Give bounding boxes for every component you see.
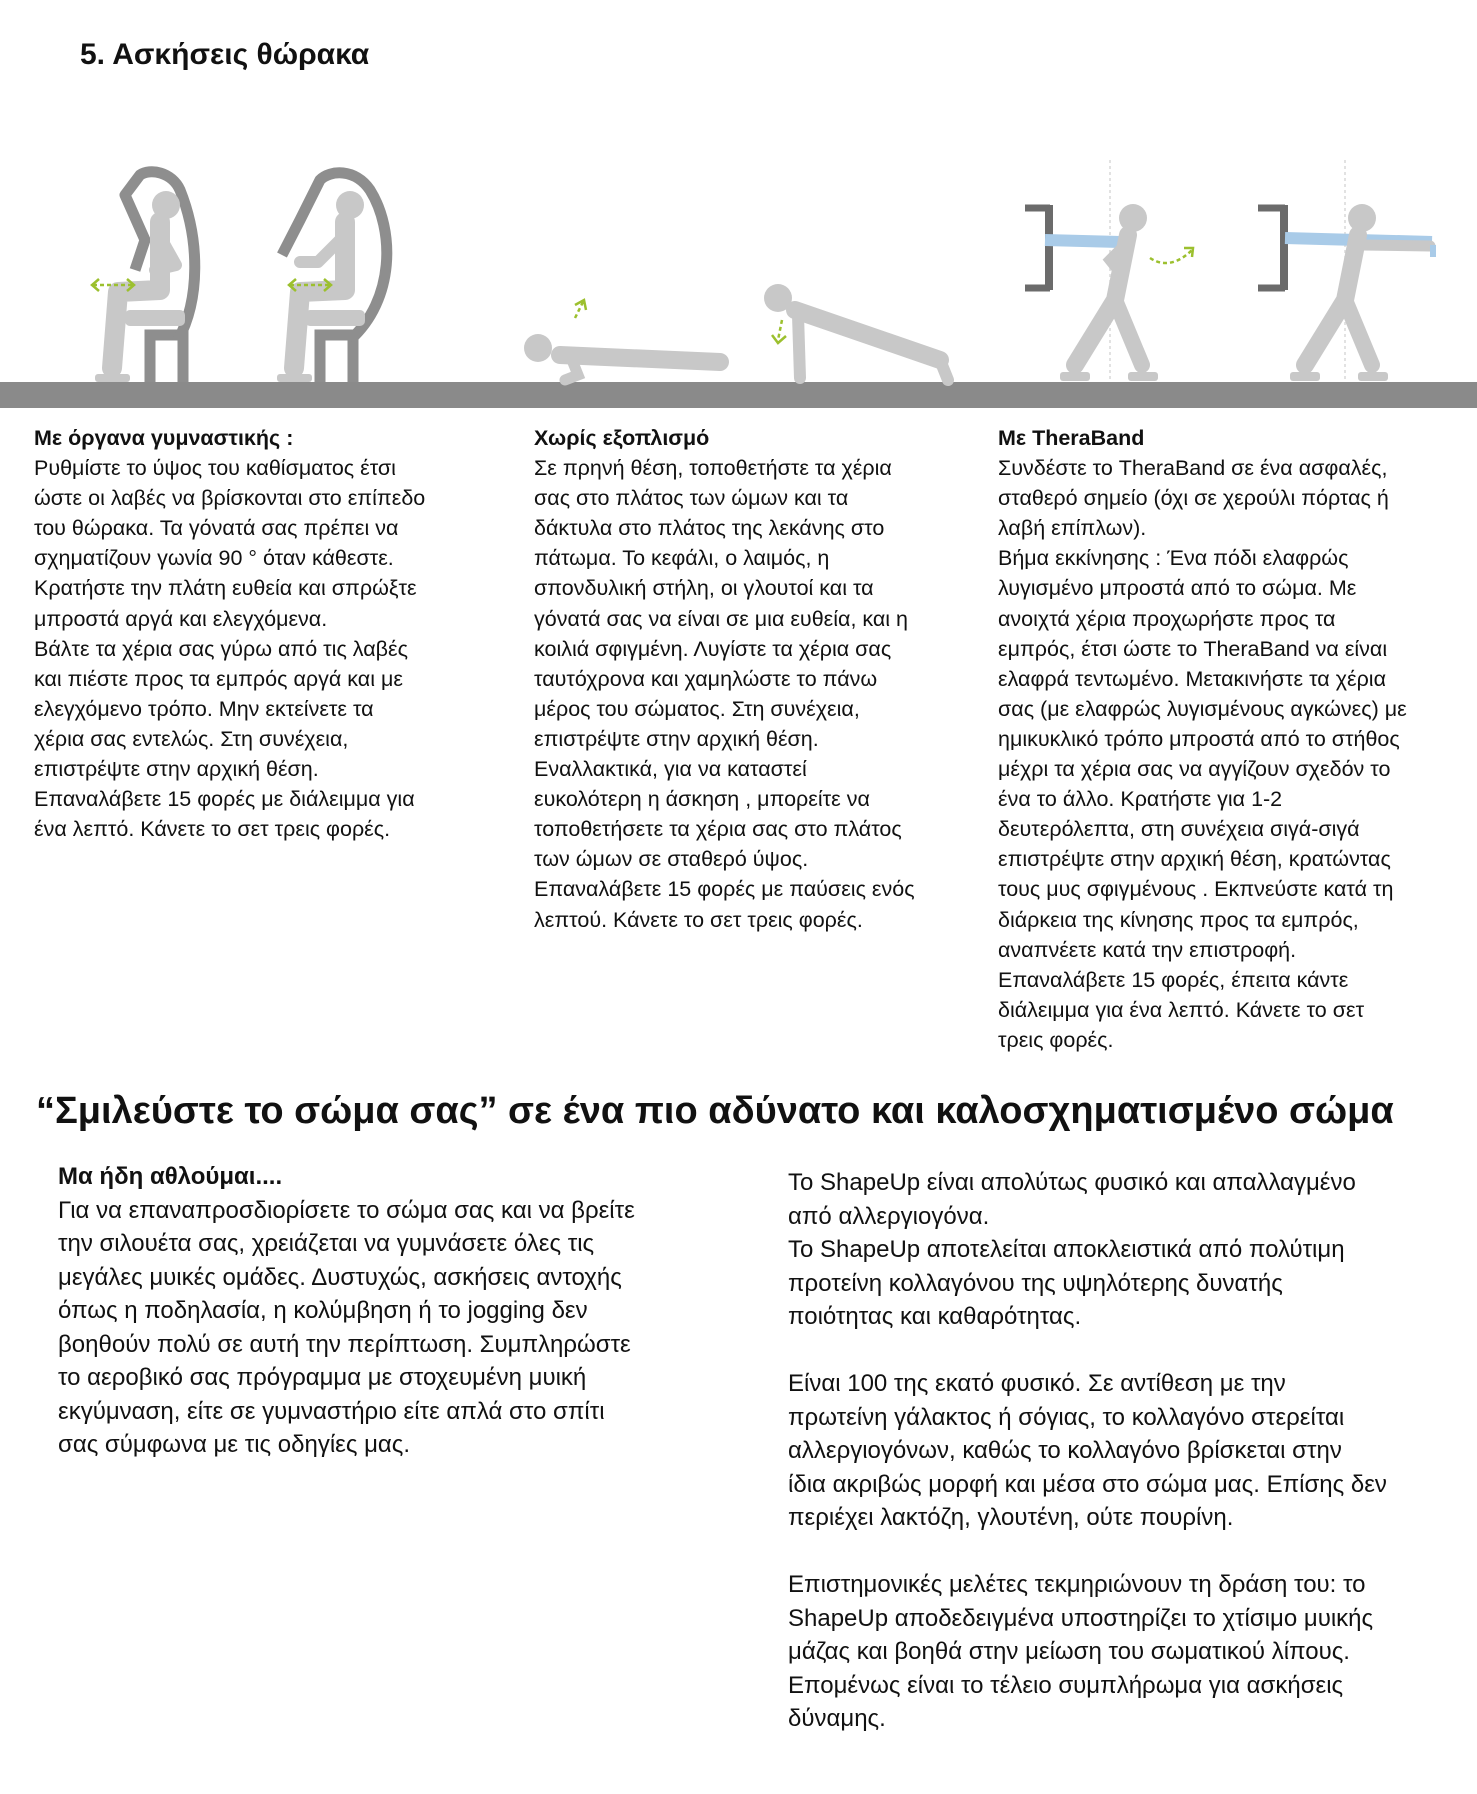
column-heading: Με όργανα γυμναστικής : xyxy=(34,426,294,450)
section-text: Για να επαναπροσδιορίσετε το σώμα σας και να βρείτε την σιλουέτα σας, χρειάζεται να γυμνάσετε όλες τις μεγάλες μυικές ομάδες. Δυστυχώς, ασκήσεις αντοχής όπως η ποδηλασία, η κολύμβηση ή το jogging δεν βοηθούν πολύ σε αυτή την περίπτωση. Συμπληρώστε το αεροβικό σας πρόγραμμα με στοχευμένη μυική εκγύμναση, είτε σε γυμναστήριο είτε απλά στο σπίτι σας σύμφωνα με τις οδηγίες μας. xyxy=(58,1196,635,1458)
chest-exercise-figures-illustration xyxy=(0,150,1477,415)
column-text: Σε πρηνή θέση, τοποθετήστε τα χέρια σας στο πλάτος των ώμων και τα δάκτυλα στο πλάτος της λεκάνης στο πάτωμα. Το κεφάλι, ο λαιμός, η σπονδυλική στήλη, οι γλουτοί και τα γόνατά σας να είναι σε μια ευθεία, και η κοιλιά σφιγμένη. Λυγίστε τα χέρια σας ταυτόχρονα και χαμηλώστε το πάνω μέρος του σώματος. Στη συνέχεια, επιστρέψτε στην αρχική θέση. Εναλλακτικά, για να καταστεί ευκολότερη η άσκηση , μπορείτε να τοποθετήσετε τα χέρια σας στο πλάτος των ώμων σε σταθερό ύψος. Επαναλάβετε 15 φορές με παύσεις ενός λεπτού. Κάνετε το σετ τρεις φορές. xyxy=(534,456,915,932)
floor-bar xyxy=(0,382,1477,408)
column-text: Συνδέστε το TheraBand σε ένα ασφαλές, σταθερό σημείο (όχι σε χερούλι πόρτας ή λαβή επίπλων). Βήμα εκκίνησης : Ένα πόδι ελαφρώς λυγισμένο μπροστά από το σώμα. Με ανοιχτά χέρια προχωρήστε προς τα εμπρός, έτσι ώστε το TheraBand να είναι ελαφρά τεντωμένο. Μετακινήστε τα χέρια σας (με ελαφρώς λυγισμένους αγκώνες) με ημικυκλικό τρόπο μπροστά από το στήθος μέχρι τα χέρια σας να αγγίζουν σχεδόν το ένα το άλλο. Κρατήστε για 1-2 δευτερόλεπτα, στη συνέχεια σιγά-σιγά επιστρέψτε στην αρχική θέση, κρατώντας τους μυς σφιγμένους . Εκπνεύστε κατά τη διάρκεια της κίνησης προς τα εμπρός, αναπνέετε κατά την επιστροφή. Επαναλάβετε 15 φορές, έπειτα κάντε διάλειμμα για ένα λεπτό. Κάνετε το σετ τρεις φορές. xyxy=(998,456,1407,1052)
column-with-theraband xyxy=(998,423,1448,1055)
column-with-machine xyxy=(34,423,474,844)
already-training-section xyxy=(58,1160,698,1462)
theraband-figure-end xyxy=(1258,160,1436,382)
section-banner: “Σμιλεύστε το σώμα σας” σε ένα πιο αδύνατο και καλοσχηματισμένο σώμα xyxy=(36,1090,1394,1132)
info-paragraph: Το ShapeUp είναι απολύτως φυσικό και απαλλαγμένο από αλλεργιογόνα. Το ShapeUp αποτελείται αποκλειστικά από πολύτιμη προτείνη κολλαγόνου της υψηλότερης δυνατής ποιότητας και καθαρότητας. xyxy=(788,1169,1356,1330)
shapeup-info-section xyxy=(788,1166,1448,1769)
section-heading: Μα ήδη αθλούμαι.... xyxy=(58,1163,283,1190)
column-without-equipment xyxy=(534,423,974,935)
theraband-figure-start xyxy=(1025,160,1193,382)
info-paragraph: Είναι 100 της εκατό φυσικό. Σε αντίθεση με την πρωτείνη γάλακτος ή σόγιας, το κολλαγόνο στερείται αλλεργιογόνων, καθώς το κολλαγόνο βρίσκεται στην ίδια ακριβώς μορφή και μέσα στο σώμα μας. Επίσης δεν περιέχει λακτόζη, γλουτένη, ούτε πουρίνη. xyxy=(788,1370,1387,1531)
pushup-figure-high xyxy=(764,284,948,380)
page-title: 5. Ασκήσεις θώρακα xyxy=(80,38,370,71)
pushup-figure-low xyxy=(524,300,720,380)
column-heading: Χωρίς εξοπλισμό xyxy=(534,426,710,450)
machine-press-figure-start xyxy=(92,172,195,382)
info-paragraph: Επιστημονικές μελέτες τεκμηριώνουν τη δράση του: το ShapeUp αποδεδειγμένα υποστηρίζει το χτίσιμο μυικής μάζας και βοηθά στην μείωση του σωματικού λίπους. Επομένως είναι το τέλειο συμπλήρωμα για ασκήσεις δύναμης. xyxy=(788,1571,1374,1732)
column-text: Ρυθμίστε το ύψος του καθίσματος έτσι ώστε οι λαβές να βρίσκονται στο επίπεδο του θώρακα. Τα γόνατά σας πρέπει να σχηματίζουν γωνία 90 ° όταν κάθεστε. Κρατήστε την πλάτη ευθεία και σπρώξτε μπροστά αργά και ελεγχόμενα. Βάλτε τα χέρια σας γύρω από τις λαβές και πιέστε προς τα εμπρός αργά και με ελεγχόμενο τρόπο. Μην εκτείνετε τα χέρια σας εντελώς. Στη συνέχεια, επιστρέψτε στην αρχική θέση. Επαναλάβετε 15 φορές με διάλειμμα για ένα λεπτό. Κάνετε το σετ τρεις φορές. xyxy=(34,456,426,842)
column-heading: Με TheraBand xyxy=(998,426,1145,450)
machine-press-figure-end xyxy=(277,173,387,382)
